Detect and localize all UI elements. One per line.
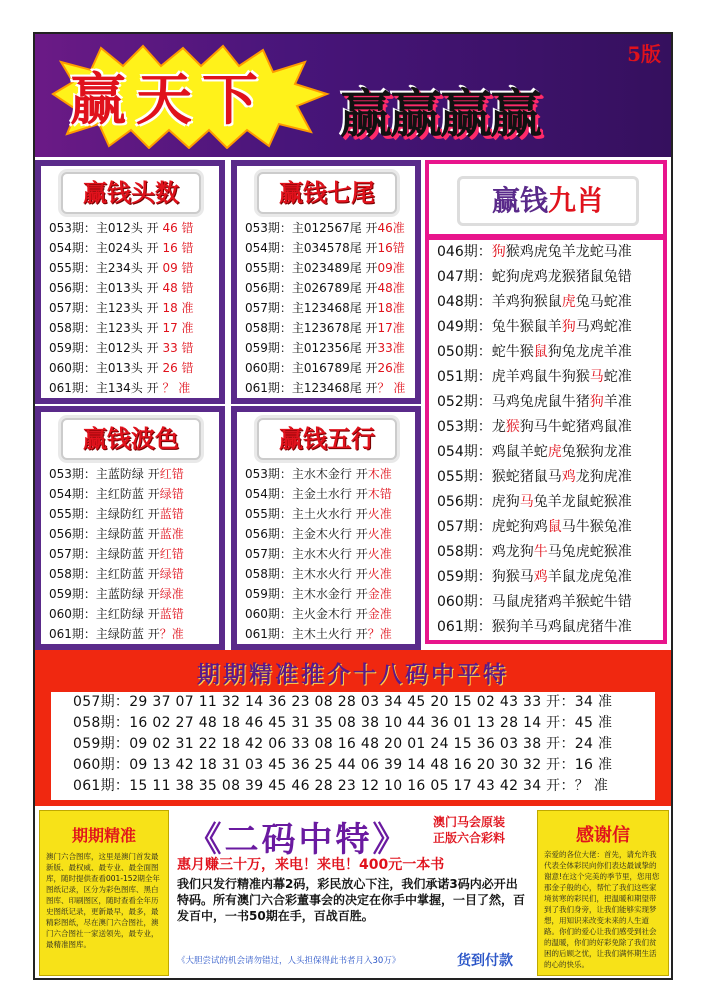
ad-footer: 《大胆尝试的机会请勿错过，人头担保得此书者月入30万》 [177, 956, 401, 966]
zodiac-text: 虎狗 [491, 494, 520, 510]
prediction-row [49, 544, 219, 564]
period-label: 060期： [245, 607, 292, 621]
result-text: 火准 [367, 567, 392, 581]
zodiac-text: 马兔虎蛇猴准 [547, 544, 632, 560]
result-text: 火准 [367, 527, 392, 541]
zodiac-row [429, 265, 663, 290]
hit-zodiac: 牛 [533, 544, 548, 560]
result-text: 火准 [367, 507, 392, 521]
prediction-row [245, 318, 415, 338]
prediction-row [49, 338, 219, 358]
zodiac-text: 兔牛猴鼠羊 [491, 319, 562, 335]
prediction-row [245, 338, 415, 358]
period-label: 059期： [245, 587, 292, 601]
result-text: 金准 [367, 587, 392, 601]
period-label: 056期： [49, 281, 96, 295]
zodiac-row [429, 365, 663, 390]
period-label: 058期： [437, 544, 492, 560]
prediction-text: 主木水金行 开 [291, 587, 368, 601]
zodiac-list [429, 240, 663, 640]
prediction-row [49, 524, 219, 544]
prediction-row [49, 604, 219, 624]
result-text: 绿错 [159, 567, 184, 581]
period-label: 057期： [437, 519, 492, 535]
prediction-text: 主123468尾 开 [291, 301, 378, 315]
hit-zodiac: 鼠 [533, 344, 548, 360]
period-label: 054期： [49, 487, 96, 501]
banner-title: 期期精准推介十八码中平特 [197, 661, 509, 688]
hit-zodiac: 狗 [561, 319, 576, 335]
edition-label: 5版 [627, 42, 661, 66]
prediction-row [49, 258, 219, 278]
hit-zodiac: 鼠 [547, 519, 562, 535]
prediction-text: 主123头 开 [95, 321, 159, 335]
box-title: 赢钱波色 [61, 418, 201, 460]
zodiac-panel-title: 赢钱九肖 [457, 176, 639, 226]
prediction-row [49, 358, 219, 378]
prediction-row [245, 544, 415, 564]
prediction-text: 主红防绿 开 [95, 607, 160, 621]
period-label: 056期： [437, 494, 492, 510]
zodiac-text: 狗马牛蛇猪鸡鼠准 [519, 419, 632, 435]
prediction-text: 主木水火行 开 [291, 567, 368, 581]
prediction-row [245, 484, 415, 504]
zodiac-row [429, 440, 663, 465]
period-label: 060期： [437, 594, 492, 610]
zodiac-text: 羊准 [603, 394, 632, 410]
zodiac-text: 虎羊鸡鼠牛狗猴 [491, 369, 590, 385]
period-label: 055期： [49, 507, 96, 521]
prediction-row [49, 624, 219, 644]
zodiac-text: 蛇牛猴 [491, 344, 534, 360]
prediction-text: 主红防蓝 开 [95, 567, 160, 581]
prediction-row [245, 604, 415, 624]
prediction-row [245, 278, 415, 298]
zodiac-row [429, 240, 663, 265]
prediction-row [49, 564, 219, 584]
cash-on-delivery-label: 货到付款 [457, 953, 513, 969]
period-label: 056期： [245, 281, 292, 295]
result-text: 46准 [377, 221, 405, 235]
zodiac-text: 马鸡兔虎鼠牛猪 [491, 394, 590, 410]
result-text: 48准 [377, 281, 405, 295]
prediction-text: 主水木火行 开 [291, 547, 368, 561]
number-row: 057期：29 37 07 11 32 14 36 23 08 28 03 34 45 20 15 02 43 33 开：34 准 [73, 694, 613, 710]
header [35, 34, 671, 157]
period-label: 055期： [245, 261, 292, 275]
left-note-title: 期期精准 [71, 826, 136, 845]
zodiac-text: 兔猴狗龙准 [561, 444, 632, 460]
prediction-text: 主123678尾 开 [291, 321, 378, 335]
prediction-text: 主木土火行 开 [291, 627, 368, 641]
prediction-list [49, 218, 219, 398]
result-text: 木准 [367, 467, 392, 481]
period-label: 054期： [437, 444, 492, 460]
box-title: 赢钱七尾 [257, 172, 397, 214]
prediction-text: 主134头 开 [95, 381, 159, 395]
zodiac-text: 鸡龙狗 [491, 544, 534, 560]
period-label: 048期： [437, 294, 492, 310]
result-text: 18 准 [158, 301, 194, 315]
prediction-row [245, 564, 415, 584]
zodiac-text: 狗兔龙虎羊准 [547, 344, 632, 360]
prediction-text: 主013头 开 [95, 361, 159, 375]
result-text: 蓝错 [159, 507, 184, 521]
prediction-text: 主水木金行 开 [291, 467, 368, 481]
prediction-text: 主绿防蓝 开 [95, 527, 160, 541]
result-text: ？ 准 [158, 381, 191, 395]
prediction-text: 主绿防红 开 [95, 507, 160, 521]
prediction-row [245, 524, 415, 544]
zodiac-row [429, 315, 663, 340]
period-label: 058期： [245, 567, 292, 581]
result-text: 火准 [367, 547, 392, 561]
zodiac-text: 马牛猴兔准 [561, 519, 632, 535]
prediction-row [245, 298, 415, 318]
prediction-row [49, 378, 219, 398]
zodiac-row [429, 615, 663, 640]
prediction-text: 主蓝防绿 开 [95, 587, 160, 601]
newspaper-page [33, 32, 673, 980]
prediction-text: 主012567尾 开 [291, 221, 378, 235]
prediction-row [49, 278, 219, 298]
result-text: 金准 [367, 607, 392, 621]
prediction-text: 主034578尾 开 [291, 241, 378, 255]
prediction-row [49, 318, 219, 338]
period-label: 053期： [245, 221, 292, 235]
period-label: 060期： [49, 361, 96, 375]
zodiac-row [429, 515, 663, 540]
period-label: 053期： [245, 467, 292, 481]
zodiac-text: 龙 [491, 419, 506, 435]
period-label: 059期： [437, 569, 492, 585]
hit-zodiac: 猴 [505, 419, 520, 435]
prediction-row [49, 584, 219, 604]
period-label: 052期： [437, 394, 492, 410]
prediction-row [49, 484, 219, 504]
period-label: 056期： [49, 527, 96, 541]
result-text: 木错 [367, 487, 392, 501]
hit-zodiac: 马 [519, 494, 534, 510]
number-list [51, 692, 655, 800]
ad-side-text: 澳门马会原装 正版六合彩料 [433, 815, 506, 845]
period-label: 057期： [245, 547, 292, 561]
prediction-row [245, 358, 415, 378]
zodiac-text: 兔马蛇准 [575, 294, 632, 310]
period-label: 060期： [49, 607, 96, 621]
period-label: 047期： [437, 269, 492, 285]
hit-zodiac: 虎 [547, 444, 562, 460]
result-text: 17准 [377, 321, 405, 335]
zodiac-row [429, 340, 663, 365]
zodiac-text: 猴鸡虎兔羊龙蛇马准 [505, 244, 632, 260]
hit-zodiac: 狗 [491, 244, 506, 260]
period-label: 056期： [245, 527, 292, 541]
prediction-text: 主026789尾 开 [291, 281, 378, 295]
period-label: 061期： [245, 381, 292, 395]
period-label: 061期： [245, 627, 292, 641]
zodiac-text: 羊鼠龙虎兔准 [547, 569, 632, 585]
zodiac-row [429, 540, 663, 565]
result-text: 红错 [159, 547, 184, 561]
period-label: 061期： [49, 381, 96, 395]
zodiac-row [429, 390, 663, 415]
zodiac-text: 狗猴马 [491, 569, 534, 585]
prediction-text: 主234头 开 [95, 261, 159, 275]
prediction-text: 主023489尾 开 [291, 261, 378, 275]
period-label: 053期： [49, 221, 96, 235]
wave-color-box [35, 406, 225, 650]
result-text: 26准 [377, 361, 405, 375]
ad-body: 我们只发行精准内幕2码，彩民放心下注，我们承诺3码内必开出特码。所有澳门六合彩董事会的决定在你手中掌握，一目了然，百发百中，一书50期在手，百战百胜。 [177, 877, 526, 923]
number-row: 059期：09 02 31 22 18 42 06 33 08 16 48 20 01 24 15 36 03 38 开：24 准 [73, 736, 613, 752]
result-text: 16 错 [158, 241, 194, 255]
prediction-row [49, 504, 219, 524]
hit-zodiac: 鸡 [533, 569, 548, 585]
hit-zodiac: 鸡 [561, 469, 576, 485]
prediction-row [245, 624, 415, 644]
hit-zodiac: 马 [589, 369, 604, 385]
zodiac-text: 猴蛇猪鼠马 [491, 469, 562, 485]
prediction-text: 主123468尾 开 [291, 381, 378, 395]
prediction-row [49, 218, 219, 238]
prediction-text: 主金木火行 开 [291, 527, 368, 541]
prediction-row [49, 238, 219, 258]
tail-number-box [231, 160, 421, 404]
zodiac-row [429, 590, 663, 615]
head-number-box [35, 160, 225, 404]
zodiac-text: 兔羊龙鼠蛇猴准 [533, 494, 632, 510]
result-text: 18准 [377, 301, 405, 315]
zodiac-row [429, 415, 663, 440]
prediction-list [245, 218, 415, 398]
five-element-box [231, 406, 421, 650]
prediction-row [245, 218, 415, 238]
prediction-row [245, 378, 415, 398]
zodiac-text: 蛇准 [603, 369, 632, 385]
prediction-row [49, 298, 219, 318]
period-label: 060期： [245, 361, 292, 375]
hit-zodiac: 虎 [561, 294, 576, 310]
period-label: 057期： [245, 301, 292, 315]
box-title: 赢钱五行 [257, 418, 397, 460]
prediction-row [245, 464, 415, 484]
zodiac-row [429, 490, 663, 515]
period-label: 049期： [437, 319, 492, 335]
period-label: 055期： [49, 261, 96, 275]
prediction-text: 主绿防蓝 开 [95, 547, 160, 561]
period-label: 055期： [245, 507, 292, 521]
prediction-list [49, 464, 219, 644]
letter-title: 感谢信 [576, 825, 630, 846]
prediction-row [245, 238, 415, 258]
result-text: ？准 [367, 627, 392, 641]
result-text: 46 错 [158, 221, 194, 235]
period-label: 059期： [49, 587, 96, 601]
ad-price-line: 惠月赚三十万，来电！来电！400元一本书 [177, 857, 445, 873]
prediction-text: 主蓝防绿 开 [95, 467, 160, 481]
left-note-text: 澳门六合图库，这里是澳门首发最新版、最权威、最专业、最全面图库，随时提供查看001-152期全年图纸记录，区分为彩色图库、黑白图库、印刷图区，随时查看全年历史图纸记录，更新最早，最多，最精彩图纸，尽在澳门六合图社，澳门六合图社一家送领先，最专业，最精准图库。 [46, 852, 160, 949]
prediction-text: 主012头 开 [95, 221, 159, 235]
prediction-text: 主土火水行 开 [291, 507, 368, 521]
result-text: ？ 准 [377, 381, 406, 395]
prediction-row [245, 258, 415, 278]
prediction-row [245, 584, 415, 604]
result-text: 33 错 [158, 341, 194, 355]
masthead-subtitle: 赢赢赢赢 [340, 84, 541, 145]
prediction-text: 主013头 开 [95, 281, 159, 295]
result-text: 绿错 [159, 487, 184, 501]
letter-text: 亲爱的各位大佬：首先，请允许我代表全体彩民向你们表达最诚挚的谢意!在这个完美的季节里，您用您那金子般的心，帮忙了我们这些家境贫寒的彩民们，把温暖和期望带到了我们身旁，让我们能够实现梦想，用知识来改变未来的人生道路。你们的爱心让我们感受到社会的温暖，你们的好彩免除了我们贫困的后顾之忧，让我们满怀期生活的心的快乐。 [544, 850, 660, 969]
two-code-ad [171, 810, 533, 974]
box-title: 赢钱头数 [61, 172, 201, 214]
zodiac-text: 猴狗羊马鸡鼠虎猪牛准 [491, 619, 632, 635]
prediction-text: 主绿防蓝 开 [95, 627, 160, 641]
zodiac-text: 虎蛇狗鸡 [491, 519, 548, 535]
zodiac-text: 鸡鼠羊蛇 [491, 444, 548, 460]
result-text: ？准 [159, 627, 184, 641]
prediction-list [245, 464, 415, 644]
prediction-text: 主024头 开 [95, 241, 159, 255]
prediction-text: 主012356尾 开 [291, 341, 378, 355]
period-label: 059期： [49, 341, 96, 355]
hit-zodiac: 狗 [589, 394, 604, 410]
result-text: 09准 [377, 261, 405, 275]
result-text: 蓝错 [159, 607, 184, 621]
prediction-text: 主016789尾 开 [291, 361, 378, 375]
thank-you-letter-box [537, 810, 669, 976]
period-label: 059期： [245, 341, 292, 355]
period-label: 053期： [437, 419, 492, 435]
number-row: 058期：16 02 27 48 18 46 45 31 35 08 38 10 44 36 01 13 28 14 开：45 准 [73, 715, 613, 731]
period-label: 054期： [245, 241, 292, 255]
zodiac-row [429, 465, 663, 490]
period-label: 050期： [437, 344, 492, 360]
period-label: 057期： [49, 547, 96, 561]
period-label: 061期： [49, 627, 96, 641]
result-text: 16错 [377, 241, 405, 255]
number-row: 060期：09 13 42 18 31 03 45 36 25 44 06 39 14 48 16 20 30 32 开：16 准 [73, 757, 613, 773]
result-text: 17 准 [158, 321, 194, 335]
period-label: 058期： [49, 567, 96, 581]
prediction-row [49, 464, 219, 484]
prediction-text: 主金土水行 开 [291, 487, 368, 501]
zodiac-row [429, 290, 663, 315]
prediction-text: 主火金木行 开 [291, 607, 368, 621]
period-label: 054期： [49, 241, 96, 255]
period-label: 054期： [245, 487, 292, 501]
period-label: 046期： [437, 244, 492, 260]
period-label: 055期： [437, 469, 492, 485]
ad-title: 《二码中特》 [187, 820, 410, 860]
period-label: 058期： [49, 321, 96, 335]
result-text: 蓝准 [159, 527, 184, 541]
prediction-text: 主012头 开 [95, 341, 159, 355]
result-text: 26 错 [158, 361, 194, 375]
period-label: 051期： [437, 369, 492, 385]
period-label: 058期： [245, 321, 292, 335]
prediction-row [245, 504, 415, 524]
zodiac-text: 龙狗虎准 [575, 469, 632, 485]
zodiac-row [429, 565, 663, 590]
zodiac-text: 马鸡蛇准 [575, 319, 632, 335]
result-text: 48 错 [158, 281, 194, 295]
zodiac-text: 羊鸡狗猴鼠 [491, 294, 562, 310]
result-text: 绿准 [159, 587, 184, 601]
result-text: 33准 [377, 341, 405, 355]
prediction-text: 主红防蓝 开 [95, 487, 160, 501]
result-text: 09 错 [158, 261, 194, 275]
zodiac-text: 蛇狗虎鸡龙猴猪鼠兔错 [491, 269, 632, 285]
result-text: 红错 [159, 467, 184, 481]
eighteen-code-banner [35, 650, 671, 806]
zodiac-text: 马鼠虎猪鸡羊猴蛇牛错 [491, 594, 632, 610]
zodiac-panel [425, 160, 667, 644]
period-label: 053期： [49, 467, 96, 481]
period-label: 057期： [49, 301, 96, 315]
number-row: 061期：15 11 38 35 08 39 45 46 28 23 12 10 16 05 17 43 42 34 开：？ 准 [73, 778, 609, 794]
period-label: 061期： [437, 619, 492, 635]
left-note-box [39, 810, 169, 976]
prediction-text: 主123头 开 [95, 301, 159, 315]
masthead-title: 赢天下 [70, 67, 268, 133]
